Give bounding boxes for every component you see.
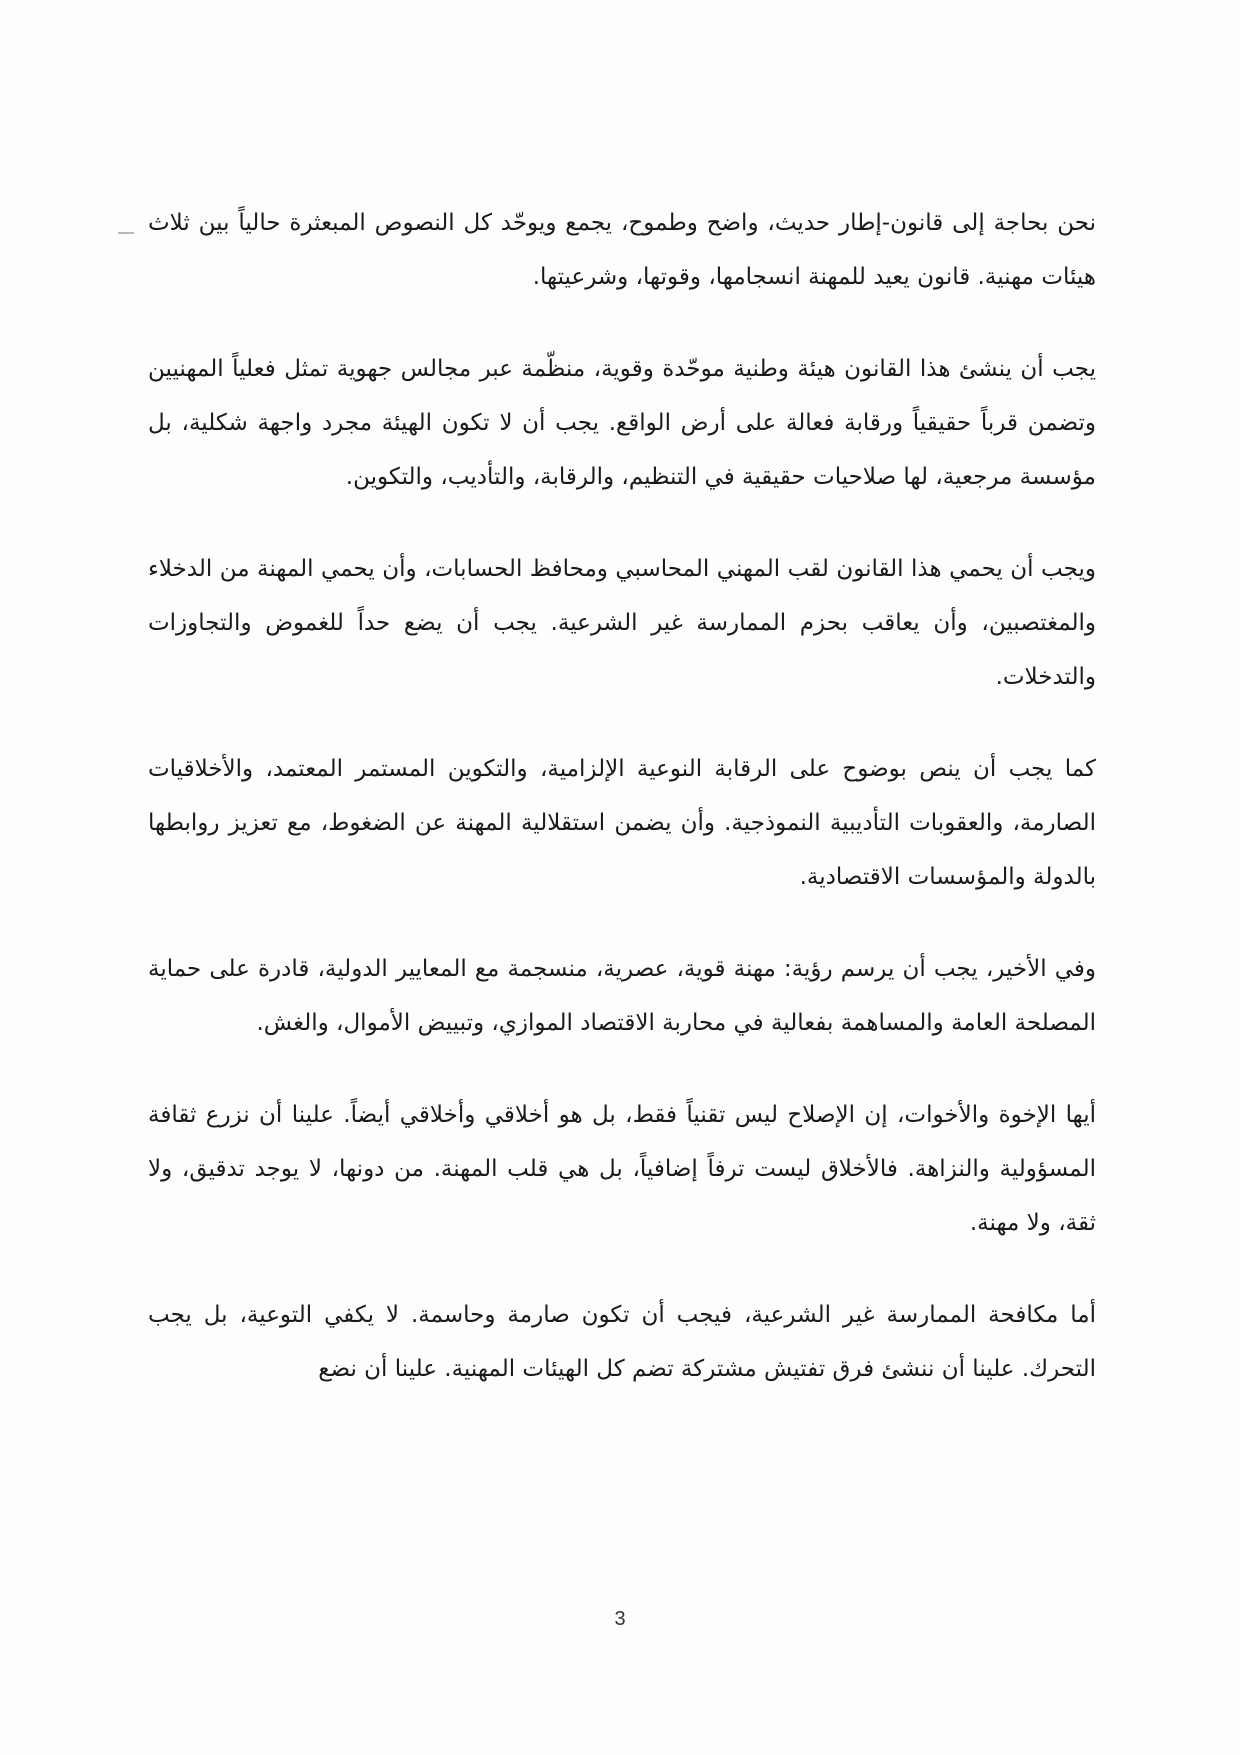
paragraph-4: كما يجب أن ينص بوضوح على الرقابة النوعية الإلزامية، والتكوين المستمر المعتمد، والأخلاقيات الصارمة، والعقوبات التأديبية النموذجية. وأن يضمن استقلالية المهنة عن الضغوط، مع تعزيز روابطها بالدولة والمؤسسات الاقتصادية. xyxy=(148,756,1096,890)
document-body xyxy=(148,196,1096,1434)
paragraph-5: وفي الأخير، يجب أن يرسم رؤية: مهنة قوية، عصرية، منسجمة مع المعايير الدولية، قادرة على حماية المصلحة العامة والمساهمة بفعالية في محاربة الاقتصاد الموازي، وتبييض الأموال، والغش. xyxy=(148,956,1096,1036)
paragraph-6: أيها الإخوة والأخوات، إن الإصلاح ليس تقنياً فقط، بل هو أخلاقي وأخلاقي أيضاً. علينا أن نزرع ثقافة المسؤولية والنزاهة. فالأخلاق ليست ترفاً إضافياً، بل هي قلب المهنة. من دونها، لا يوجد تدقيق، ولا ثقة، ولا مهنة. xyxy=(148,1102,1096,1236)
paragraph-3: ويجب أن يحمي هذا القانون لقب المهني المحاسبي ومحافظ الحسابات، وأن يحمي المهنة من الدخلاء والمغتصبين، وأن يعاقب بحزم الممارسة غير الشرعية. يجب أن يضع حداً للغموض والتجاوزات والتدخلات. xyxy=(148,556,1096,690)
paragraph-2: يجب أن ينشئ هذا القانون هيئة وطنية موحّدة وقوية، منظّمة عبر مجالس جهوية تمثل فعلياً المهنيين وتضمن قرباً حقيقياً ورقابة فعالة على أرض الواقع. يجب أن لا تكون الهيئة مجرد واجهة شكلية، بل مؤسسة مرجعية، لها صلاحيات حقيقية في التنظيم، والرقابة، والتأديب، والتكوين. xyxy=(148,356,1096,490)
paragraph-7: أما مكافحة الممارسة غير الشرعية، فيجب أن تكون صارمة وحاسمة. لا يكفي التوعية، بل يجب التحرك. علينا أن ننشئ فرق تفتيش مشتركة تضم كل الهيئات المهنية. علينا أن نضع xyxy=(148,1302,1096,1382)
page-number: 3 xyxy=(614,1608,626,1630)
scan-margin-mark xyxy=(118,232,134,234)
paragraph-1: نحن بحاجة إلى قانون-إطار حديث، واضح وطموح، يجمع ويوحّد كل النصوص المبعثرة حالياً بين ثلاث هيئات مهنية. قانون يعيد للمهنة انسجامها، وقوتها، وشرعيتها. xyxy=(148,210,1096,290)
